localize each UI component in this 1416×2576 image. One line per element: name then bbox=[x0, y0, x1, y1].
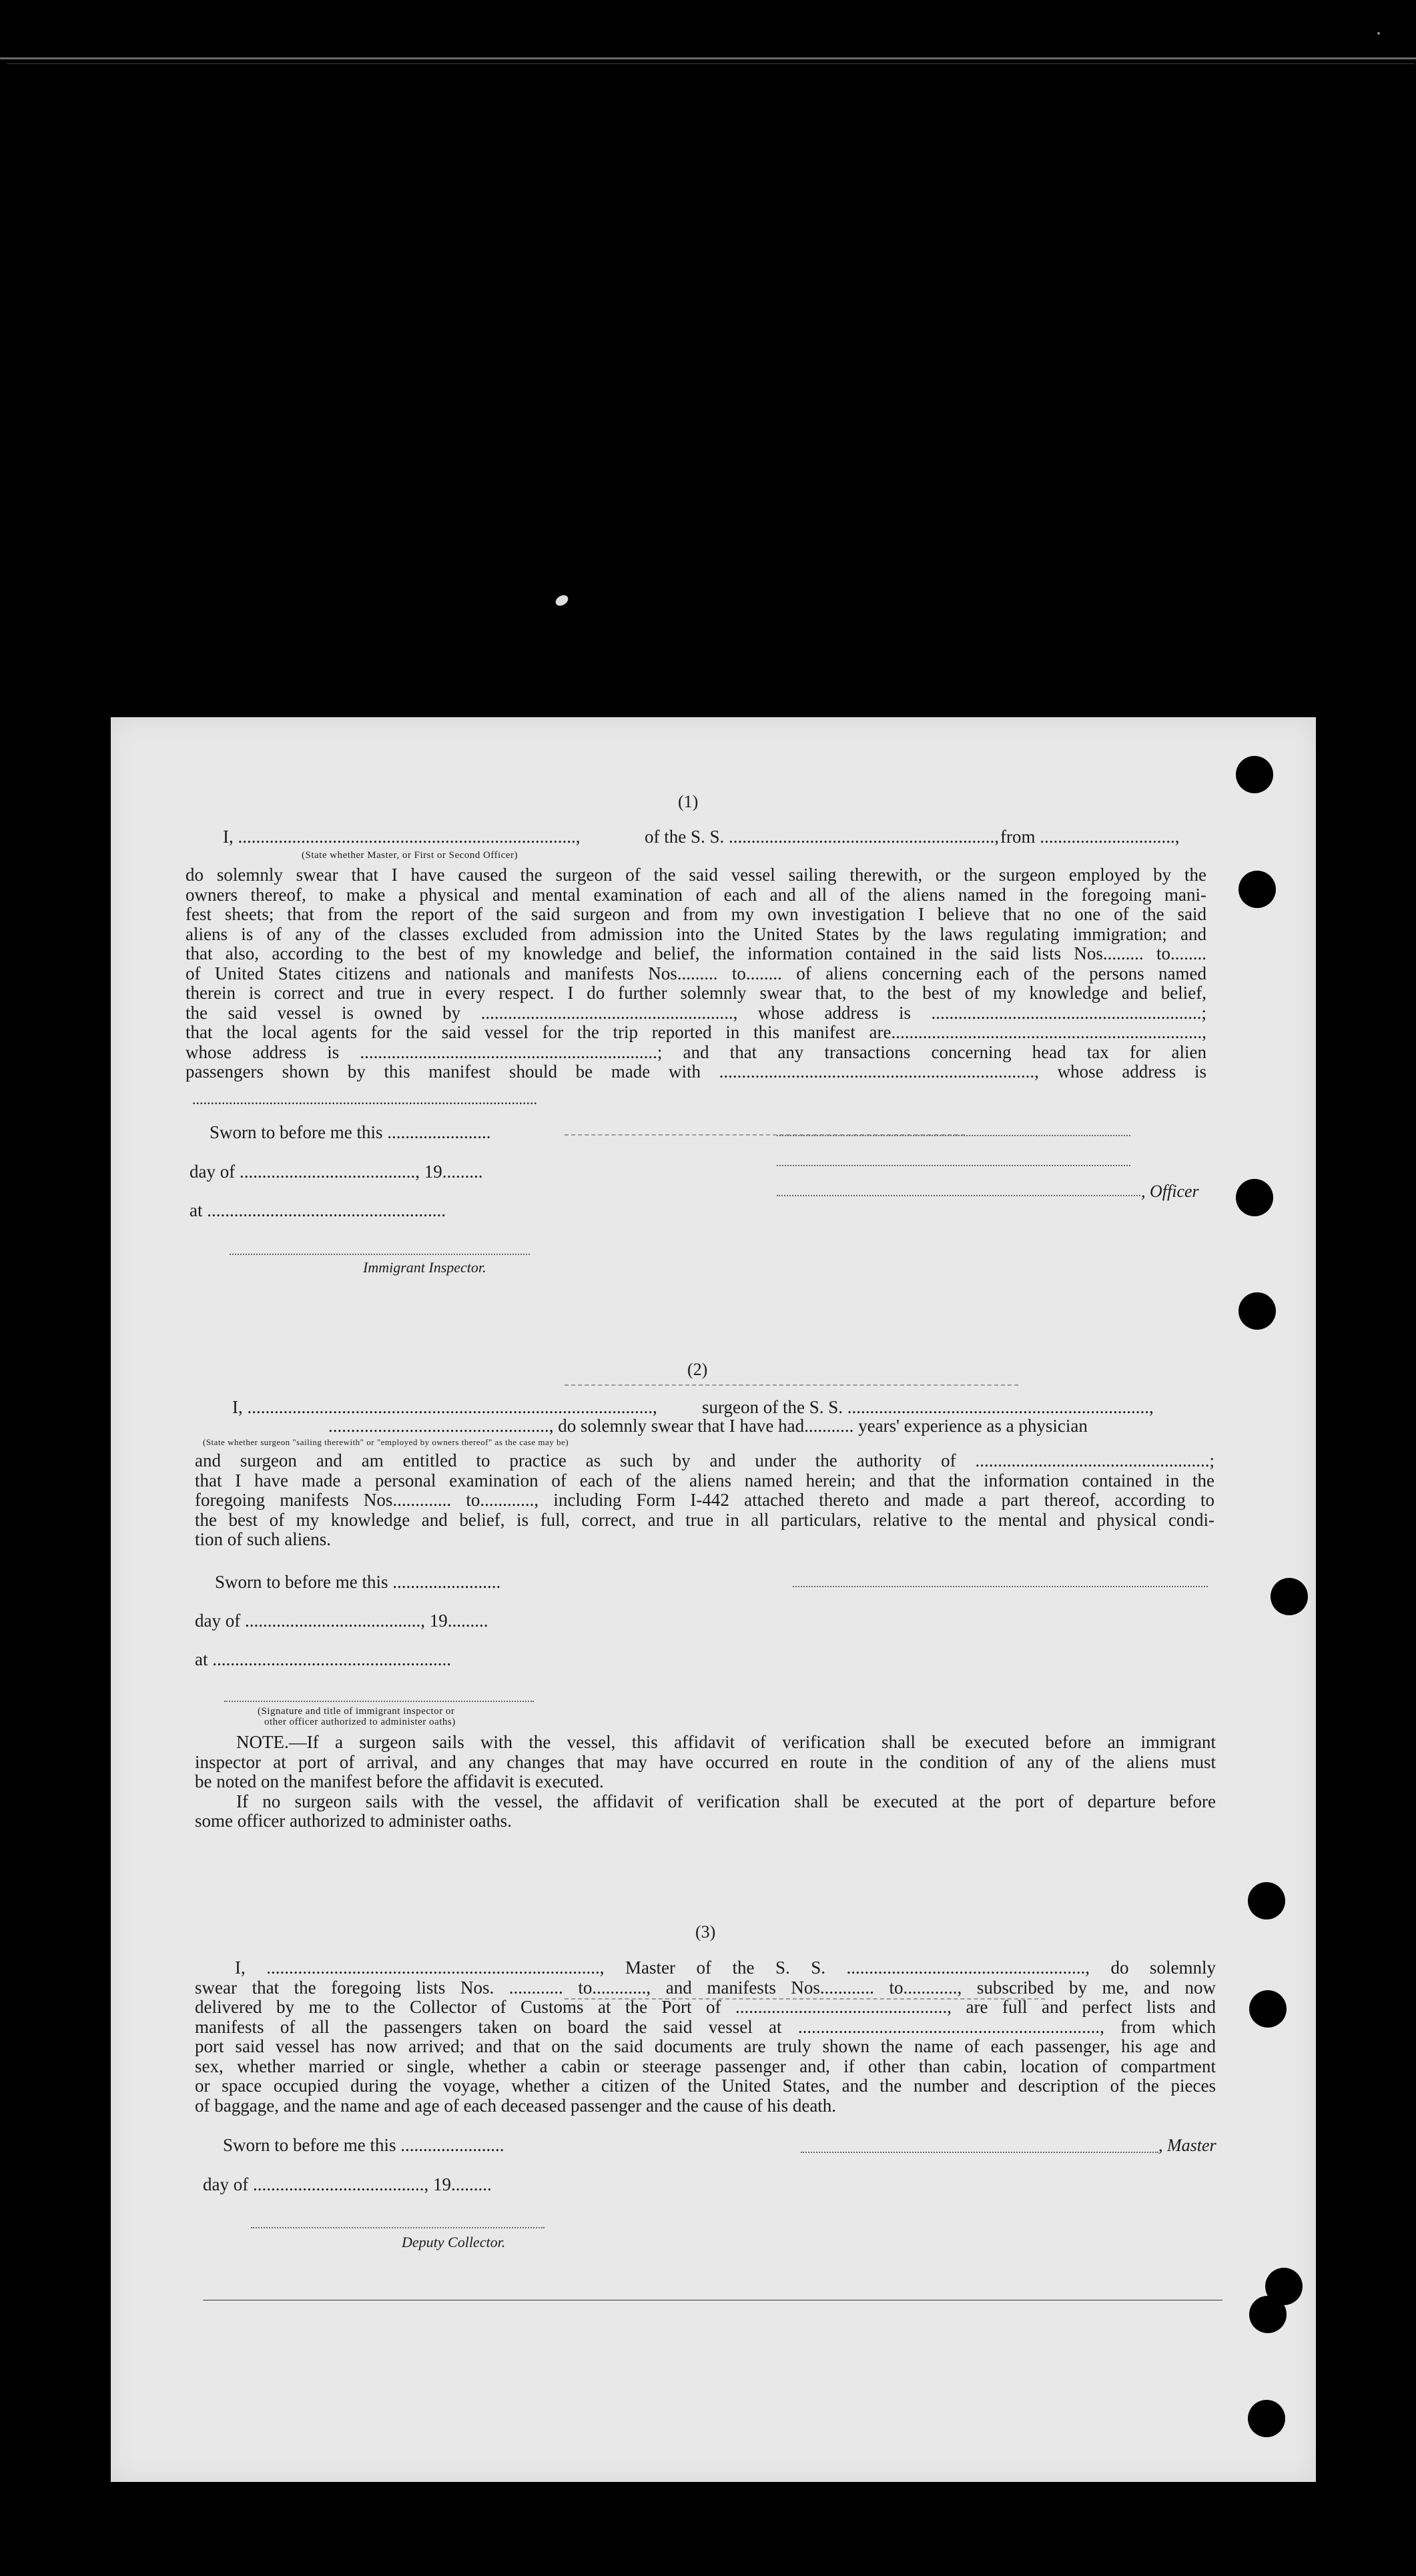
oath-line: that I have made a personal examination of each of the aliens named herein; and that the information contained in the bbox=[195, 1470, 1214, 1490]
scan-speck bbox=[1377, 32, 1380, 35]
section-2-oath-paragraph bbox=[195, 1451, 1214, 1550]
section-1-day-line: day of ......................................., 19......... bbox=[190, 1162, 483, 1182]
oath-line: sex, whether married or single, whether a cabin or steerage passenger and, if other than cabin, location of compartment bbox=[195, 2056, 1216, 2076]
oath-line: delivered by me to the Collector of Customs at the Port of ..............................................., are full and perfect lists and bbox=[195, 1998, 1216, 2017]
section-1-vessel-line: of the S. S. ..........................................................., bbox=[645, 827, 1000, 847]
note-line: be noted on the manifest before the affidavit is executed. bbox=[195, 1772, 604, 1791]
manifest-affidavit-page bbox=[111, 717, 1316, 2482]
oath-line: swear that the foregoing lists Nos. ............ to............, and manifests Nos............ to............, subscribed by me, and now bbox=[195, 1978, 1216, 1998]
section-1-sworn-line: Sworn to before me this ....................... bbox=[210, 1122, 491, 1142]
section-1-from-line: from .............................., bbox=[1000, 827, 1180, 847]
oath-line: do solemnly swear that I have caused the surgeon of the said vessel sailing therewith, or the surgeon employed by the bbox=[186, 865, 1206, 885]
section-3-oath-paragraph bbox=[195, 1958, 1216, 2116]
note-line: some officer authorized to administer oaths. bbox=[195, 1811, 512, 1831]
oath-line: of baggage, and the name and age of each deceased passenger and the cause of his death. bbox=[195, 2096, 837, 2116]
punch-hole bbox=[1236, 756, 1273, 793]
section-1-inspector-label: Immigrant Inspector. bbox=[363, 1259, 486, 1276]
bleed-through-mark bbox=[565, 1384, 1018, 1386]
note-line: NOTE.—If a surgeon sails with the vessel, this affidavit of verification shall be executed before an immigrant bbox=[236, 1733, 1216, 1752]
section-3-collector-label: Deputy Collector. bbox=[402, 2234, 506, 2250]
oath-line: tion of such aliens. bbox=[195, 1530, 331, 1549]
oath-line: manifests of all the passengers taken on board the said vessel at ..................................................................., from which bbox=[195, 2017, 1216, 2037]
section-2-sworn-line: Sworn to before me this ........................ bbox=[215, 1572, 501, 1592]
note-line: inspector at port of arrival, and any changes that may have occurred en route in the condition of any of the aliens must bbox=[195, 1752, 1216, 1772]
section-2-vessel-line: surgeon of the S. S. ..................................................................., bbox=[702, 1397, 1154, 1417]
section-3-number: (3) bbox=[695, 1922, 716, 1942]
oath-line: passengers shown by this manifest should be made with ......................................................................, whose address is bbox=[186, 1062, 1206, 1082]
section-2-declarant-line: I, .........................................................................................., bbox=[232, 1397, 657, 1417]
punch-hole bbox=[1248, 2400, 1285, 2437]
oath-line: I, .........................................................................., Master of the S. S. ....................................................., do solemnly bbox=[235, 1958, 1216, 1978]
section-3-sworn-line: Sworn to before me this ....................... bbox=[223, 2135, 504, 2155]
oath-line: or space occupied during the voyage, whether a citizen of the United States, and the number and description of the pieces bbox=[195, 2076, 1216, 2096]
oath-line: of United States citizens and nationals and manifests Nos......... to........ of aliens concerning each of the persons named bbox=[186, 963, 1206, 983]
scan-edge-line bbox=[0, 57, 1416, 59]
punch-hole bbox=[1248, 1882, 1285, 1919]
section-2-day-line: day of ......................................., 19......... bbox=[195, 1611, 488, 1631]
section-2-number: (2) bbox=[687, 1360, 708, 1379]
section-1-at-line: at ..................................................... bbox=[190, 1200, 446, 1220]
master-signature-line bbox=[801, 2152, 1158, 2153]
section-3-master-label: , Master bbox=[1158, 2136, 1216, 2155]
oath-line: aliens is of any of the classes excluded from admission into the United States by the laws regulating immigration; and bbox=[186, 924, 1206, 944]
officer-signature-line-3 bbox=[777, 1195, 1140, 1196]
inspector-signature-line-2 bbox=[224, 1701, 534, 1702]
punch-hole bbox=[1236, 1179, 1273, 1216]
oath-line: foregoing manifests Nos............. to............, including Form I-442 attached thereto and made a part thereof, according to bbox=[195, 1490, 1214, 1510]
oath-line: and surgeon and am entitled to practice as such by and under the authority of ....................................................; bbox=[195, 1451, 1214, 1470]
section-2-caption: (State whether surgeon "sailing therewith" or "employed by owners thereof" as the case may be) bbox=[203, 1437, 569, 1447]
section-2-signature-caption-2: other officer authorized to administer oaths) bbox=[264, 1717, 456, 1727]
section-1-declarant-line: I, ..........................................................................., bbox=[223, 827, 581, 847]
punch-hole bbox=[1249, 1990, 1287, 2028]
section-2-at-line: at ..................................................... bbox=[195, 1649, 451, 1669]
collector-signature-line bbox=[251, 2227, 545, 2228]
oath-line: the said vessel is owned by ........................................................, whose address is ............................................................; bbox=[186, 1003, 1206, 1023]
section-1-caption: (State whether Master, or First or Second Officer) bbox=[302, 850, 518, 861]
oath-line: therein is correct and true in every respect. I do further solemnly swear that, to the best of my knowledge and belief, bbox=[186, 983, 1206, 1003]
punch-hole bbox=[1238, 871, 1276, 908]
scan-speck bbox=[554, 593, 570, 608]
officer-signature-line-1 bbox=[777, 1135, 1130, 1136]
punch-hole bbox=[1238, 1292, 1276, 1330]
section-1-oath-paragraph bbox=[186, 865, 1206, 1082]
section-2-note bbox=[195, 1733, 1216, 1831]
inspector-signature-line bbox=[230, 1254, 530, 1255]
section-1-officer-label: , Officer bbox=[1141, 1182, 1199, 1201]
oath-line: whose address is ..................................................................; and that any transactions concerning head tax for alien bbox=[186, 1042, 1206, 1062]
punch-hole bbox=[1271, 1578, 1308, 1615]
oath-line: that the local agents for the said vessel for the trip reported in this manifest are....................................................................., bbox=[186, 1023, 1206, 1042]
note-line: If no surgeon sails with the vessel, the affidavit of verification shall be executed at the port of departure before bbox=[236, 1791, 1216, 1811]
section-1-trailing-dots: .............................................................................................. bbox=[192, 1091, 537, 1108]
oath-line: that also, according to the best of my knowledge and belief, the information contained in the said lists Nos......... to........ bbox=[186, 944, 1206, 963]
section-2-signature-caption-1: (Signature and title of immigrant inspector or bbox=[258, 1706, 455, 1717]
section-2-experience-line: ................................................., do solemnly swear that I have had........... years' experience as a physician bbox=[328, 1416, 1088, 1436]
oath-line: port said vessel has now arrived; and that on the said documents are truly shown the name of each passenger, his age and bbox=[195, 2037, 1216, 2056]
officer-signature-line-2 bbox=[777, 1165, 1130, 1166]
oath-line: fest sheets; that from the report of the said surgeon and from my own investigation I believe that no one of the said bbox=[186, 905, 1206, 924]
oath-line: owners thereof, to make a physical and mental examination of each and all of the aliens named in the foregoing mani- bbox=[186, 885, 1206, 905]
section-3-day-line: day of ......................................, 19......... bbox=[203, 2174, 492, 2194]
scan-edge-line-secondary bbox=[7, 63, 1415, 64]
surgeon-signature-line bbox=[793, 1586, 1208, 1587]
section-1-number: (1) bbox=[678, 792, 699, 811]
oath-line: the best of my knowledge and belief, is full, correct, and true in all particulars, relative to the mental and physical condi- bbox=[195, 1510, 1214, 1530]
punch-hole bbox=[1249, 2296, 1287, 2333]
